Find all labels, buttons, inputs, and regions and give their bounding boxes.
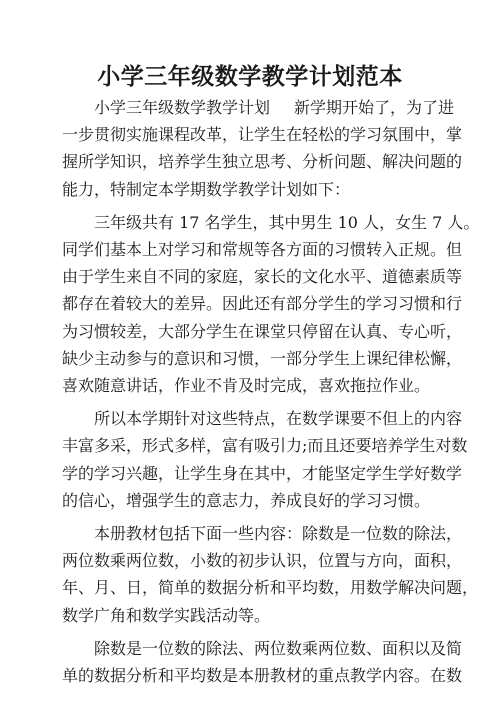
text-line: 本册教材包括下面一些内容：除数是一位数的除法， [94,524,463,544]
text-line: 一步贯彻实施课程改革，让学生在轻松的学习氛围中，掌 [62,125,463,145]
paragraph-key-content [62,635,463,689]
text-line: 学的学习兴趣，让学生身在其中，才能坚定学生学好数学 [62,463,463,483]
document-body [62,94,480,695]
paragraph-class-situation [62,209,480,399]
text-line: 同学们基本上对学习和常规等各方面的习惯转入正规。但 [62,240,463,260]
document-title: 小学三年级数学教学计划范本 [97,63,403,90]
paragraph-teaching-approach [62,405,468,514]
text-line: 喜欢随意讲话，作业不肯及时完成，喜欢拖拉作业。 [62,376,431,396]
text-line: 的信心，增强学生的意志力，养成良好的学习习惯。 [62,490,431,510]
text-line [62,94,455,121]
text-line: 由于学生来自不同的家庭，家长的文化水平、道德素质等 [62,267,463,287]
text-line: 能力，特制定本学期数学教学计划如下： [62,179,351,199]
text-line: 年、月、日，简单的数据分析和平均数，用数学解决问题， [62,578,479,598]
text-line: 数学广角和数学实践活动等。 [62,605,271,625]
text-line: 三年级共有 17 名学生，其中男生 10 人，女生 7 人。 [94,212,480,232]
paragraph-textbook-contents [62,520,479,629]
text-line: 单的数据分析和平均数是本册教材的重点教学内容。在数 [62,666,463,686]
text-line: 两位数乘两位数，小数的初步认识，位置与方向，面积， [62,551,463,571]
text-line: 都存在着较大的差异。因此还有部分学生的学习习惯和行 [62,294,463,314]
text-line: 缺少主动参与的意识和习惯，一部分学生上课纪律松懈， [62,348,463,368]
text-line: 所以本学期针对这些特点，在数学课要不但上的内容 [94,409,463,429]
text-line: 为习惯较差，大部分学生在课堂只停留在认真、专心听， [62,321,463,341]
text-span: 新学期开始了，为了进 [294,98,455,117]
text-line: 除数是一位数的除法、两位数乘两位数、面积以及简 [94,638,463,658]
text-line: 握所学知识，培养学生独立思考、分析问题、解决问题的 [62,152,463,172]
plan-heading-inline: 小学三年级数学教学计划 [94,98,271,117]
text-line: 丰富多采，形式多样，富有吸引力;而且还要培养学生对数 [62,436,468,456]
paragraph-intro [62,94,463,203]
